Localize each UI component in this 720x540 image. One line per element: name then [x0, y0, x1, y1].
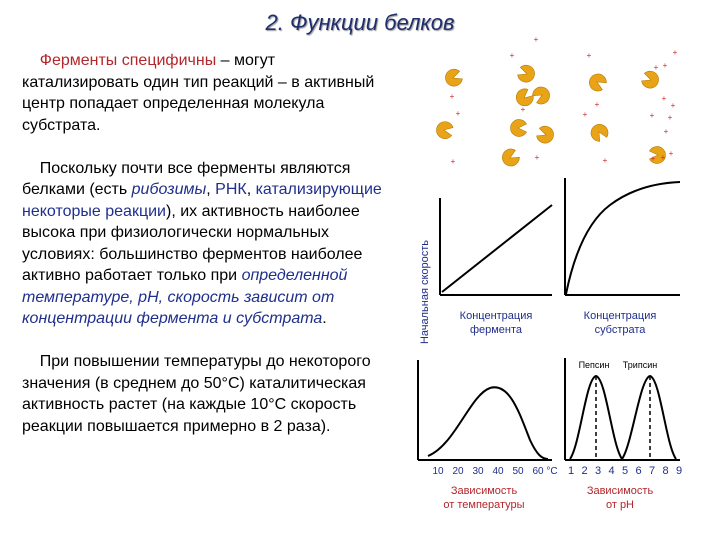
x-axis-label-line2: субстрата	[594, 324, 646, 336]
substrate-plus: +	[660, 153, 666, 162]
comma: ,	[206, 181, 216, 198]
substrate-plus: +	[602, 156, 608, 165]
specificity-term: Ферменты специфичны	[39, 52, 217, 69]
enzyme-shape	[516, 63, 537, 84]
x-axis-label-line2: от рН	[605, 499, 635, 511]
enzyme-substrate-illustration	[435, 63, 665, 169]
x-tick-label: 30	[472, 466, 484, 477]
substrate-plus: +	[649, 111, 655, 120]
x-axis-label-line2: фермента	[469, 324, 523, 336]
ribozymes-term: рибозимы	[131, 181, 207, 198]
x-tick-label: 50	[512, 466, 524, 477]
substrate-plus: +	[586, 51, 592, 60]
series-label-trypsin: Трипсин	[622, 360, 658, 370]
x-axis-label-line1: Зависимость	[450, 485, 518, 497]
enzyme-shape	[586, 71, 608, 94]
x-axis-label-line2: от температуры	[443, 499, 525, 511]
substrate-plus: +	[520, 105, 526, 114]
chart-enzyme-concentration	[419, 198, 552, 344]
period: .	[322, 310, 327, 327]
conditions-text-2: ), их активность наиболее высока при физиологически нормальных условиях: большинство ферментов наиболее активно работает только при	[22, 202, 363, 284]
substrate-plus: +	[650, 154, 656, 163]
x-tick-label: 6	[635, 465, 642, 477]
ph-ticks	[568, 465, 682, 477]
x-tick-label: 20	[452, 466, 464, 477]
series-label-pepsin: Пепсин	[578, 360, 610, 370]
page-title: 2. Функции белков	[265, 10, 455, 35]
conditions-text-1: Поскольку почти все ферменты являются белками (есть	[22, 159, 351, 198]
substrate-plus: +	[582, 110, 588, 119]
rna-term: РНК	[215, 181, 247, 198]
catalyzing-term: катализирующие некоторые реакции	[22, 181, 382, 220]
x-axis-label-line1: Зависимость	[586, 485, 654, 497]
linear-curve	[442, 205, 552, 292]
x-tick-label: 10	[432, 466, 444, 477]
enzyme-shape	[511, 120, 527, 137]
substrate-markers	[450, 35, 678, 166]
y-axis-label: Начальная скорость	[419, 239, 431, 345]
substrate-plus: +	[509, 51, 515, 60]
conditions-term: определенной температуре, рН, скорость зависит от концентрации фермента и субстрата	[22, 267, 348, 327]
x-axis-label-line1: Концентрация	[459, 310, 533, 322]
substrate-plus: +	[594, 100, 600, 109]
x-tick-label: 40	[492, 466, 504, 477]
enzyme-shape	[588, 121, 611, 143]
substrate-plus: +	[670, 101, 676, 110]
x-tick-label: 7	[648, 465, 656, 477]
enzyme-shape	[435, 120, 454, 140]
x-axis-unit: °С	[546, 466, 558, 477]
substrate-plus: +	[450, 157, 456, 166]
enzyme-shape	[443, 67, 464, 88]
bell-curve	[428, 387, 548, 459]
temperature-text: При повышении температуры до некоторого значения (в среднем до 50°С) каталитическая активность растет (на каждые 10°С скорость реакции повышается примерно в 2 раза).	[22, 353, 371, 435]
chart-substrate-concentration	[565, 178, 680, 336]
trypsin-curve	[622, 376, 676, 459]
x-tick-label: 1	[567, 465, 575, 477]
x-tick-label: 9	[675, 465, 683, 477]
x-tick-label: 3	[594, 465, 602, 477]
x-tick-label: 4	[608, 465, 615, 477]
substrate-plus: +	[667, 113, 673, 122]
x-tick-label: 8	[662, 465, 669, 477]
chart-ph	[565, 358, 682, 511]
substrate-plus: +	[533, 35, 539, 44]
x-axis-label-line1: Концентрация	[583, 310, 657, 322]
x-tick-label: 2	[581, 465, 588, 477]
substrate-plus: +	[661, 94, 667, 103]
substrate-plus: +	[662, 61, 668, 70]
specificity-text: – могут катализировать один тип реакций – в активный центр попадает определенная молекула субстрата.	[22, 52, 375, 134]
substrate-plus: +	[668, 149, 674, 158]
comma: ,	[246, 181, 256, 198]
substrate-plus: +	[534, 153, 540, 162]
enzyme-shape	[535, 124, 556, 145]
saturation-curve	[566, 182, 680, 294]
enzyme-shape	[499, 146, 521, 169]
temperature-ticks	[432, 466, 544, 477]
substrate-plus: +	[653, 63, 659, 72]
enzyme-shape	[640, 69, 661, 90]
x-tick-label: 5	[621, 465, 629, 477]
x-tick-label: 60	[532, 466, 544, 477]
substrate-plus: +	[672, 48, 678, 57]
substrate-plus: +	[663, 127, 669, 136]
chart-temperature	[418, 360, 558, 511]
substrate-plus: +	[449, 92, 455, 101]
enzyme-shape	[530, 84, 552, 107]
substrate-plus: +	[455, 109, 461, 118]
